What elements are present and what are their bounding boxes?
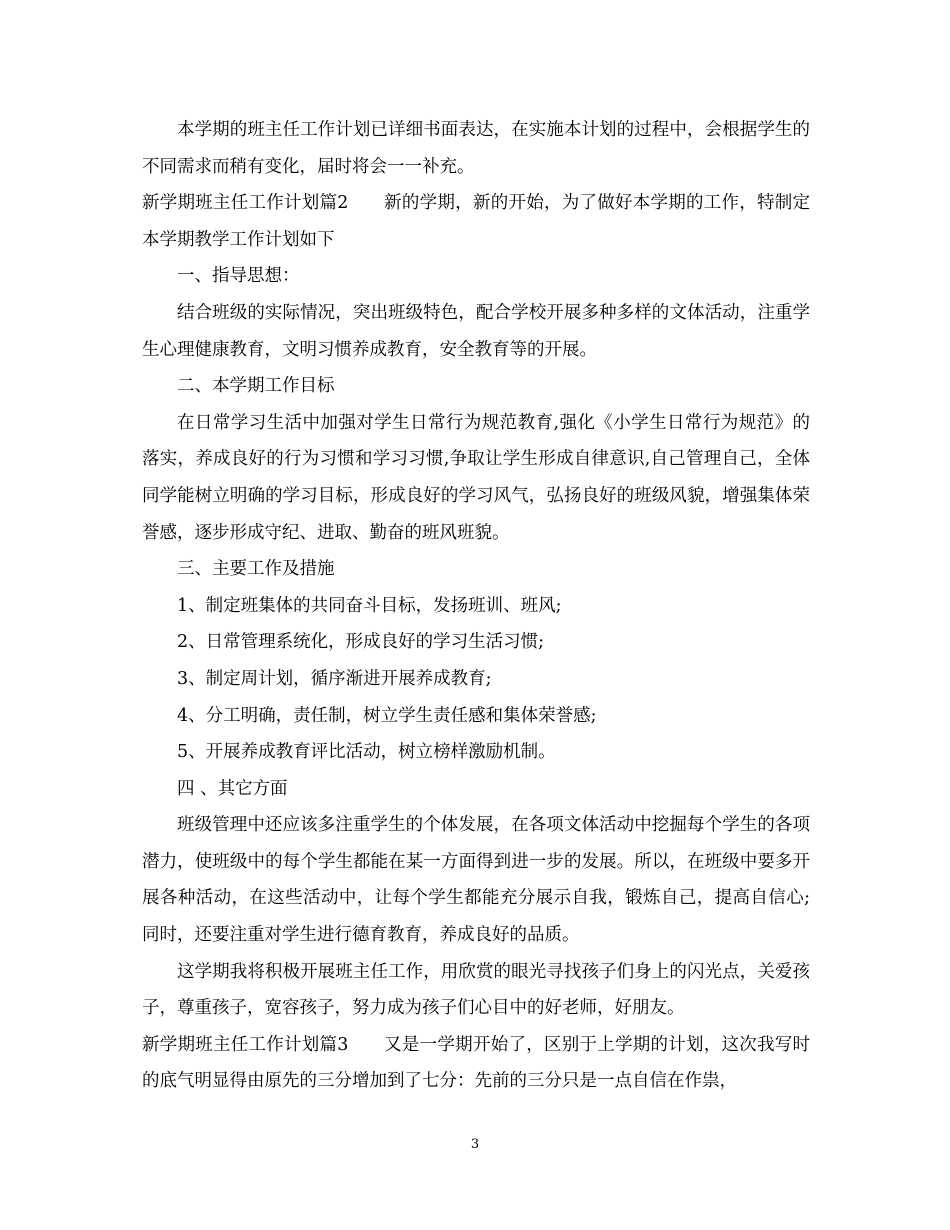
section-heading-1: 一、指导思想： — [177, 266, 300, 287]
list-item-3: 3、制定周计划，循序渐进开展养成教育; — [177, 668, 492, 689]
list-item-4: 4、分工明确，责任制，树立学生责任感和集体荣誉感; — [177, 705, 597, 726]
section-heading-4: 四 、其它方面 — [177, 778, 288, 799]
list-item-2: 2、日常管理系统化，形成良好的学习生活习惯; — [177, 632, 545, 653]
list-item-5: 5、开展养成教育评比活动，树立榜样激励机制。 — [177, 742, 556, 763]
paragraph-4: 在日常学习生活中加强对学生日常行为规范教育,强化《小学生日常行为规范》的落实，养成良好的行为习惯和学习习惯,争取让学生形成自律意识,自己管理自己，全体同学能树立明确的学习目标，形成良好的学习风气，弘扬良好的班级风貌，增强集体荣誉感，逐步形成守纪、进取、勤奋的班风班貌。 — [142, 412, 810, 543]
paragraph-5: 班级管理中还应该多注重学生的个体发展，在各项文体活动中挖掘每个学生的各项潜力，使班级中的每个学生都能在某一方面得到进一步的发展。所以，在班级中要多开展各种活动，在这些活动中，让每个学生都能充分展示自我，锻炼自己，提高自信心;同时，还要注重对学生进行德育教育，养成良好的品质。 — [142, 815, 810, 946]
paragraph-2-heading: 新学期班主任工作计划篇2 新的学期，新的开始，为了做好本学期的工作，特制定本学期教学工作计划如下 — [142, 193, 810, 250]
list-item-1: 1、制定班集体的共同奋斗目标，发扬班训、班风; — [177, 595, 562, 616]
section-heading-3: 三、主要工作及措施 — [177, 559, 335, 580]
paragraph-6: 这学期我将积极开展班主任工作，用欣赏的眼光寻找孩子们身上的闪光点，关爱孩子，尊重孩子，宽容孩子，努力成为孩子们心目中的好老师，好朋友。 — [142, 961, 810, 1019]
section-heading-2: 二、本学期工作目标 — [177, 376, 335, 397]
paragraph-1: 本学期的班主任工作计划已详细书面表达，在实施本计划的过程中，会根据学生的不同需求而稍有变化，届时将会一一补充。 — [142, 120, 810, 177]
paragraph-3: 结合班级的实际情况，突出班级特色，配合学校开展多种多样的文体活动，注重学生心理健康教育，文明习惯养成教育，安全教育等的开展。 — [142, 302, 810, 360]
page-number: 3 — [470, 1137, 480, 1152]
paragraph-7-heading: 新学期班主任工作计划篇3 又是一学期开始了，区别于上学期的计划，这次我写时的底气明显得由原先的三分增加到了七分：先前的三分只是一点自信在作祟， — [142, 1034, 810, 1092]
document-body — [142, 112, 810, 1100]
